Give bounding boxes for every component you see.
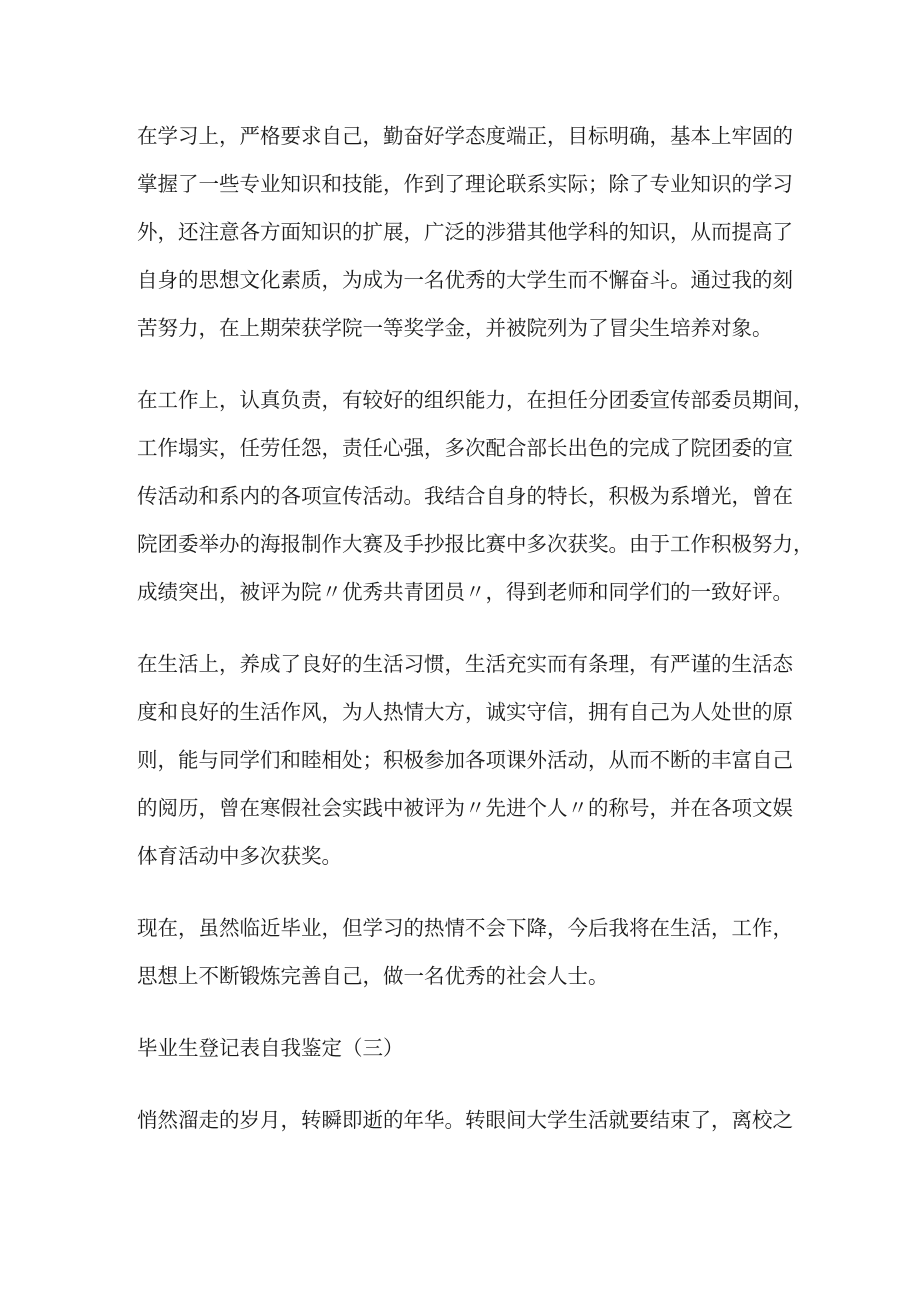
text-line: 在工作上，认真负责，有较好的组织能力，在担任分团委宣传部委员期间， — [137, 388, 814, 412]
paragraph-work — [137, 376, 814, 616]
document-body — [137, 112, 814, 1168]
text-line: 现在，虽然临近毕业，但学习的热情不会下降，今后我将在生活，工作， — [137, 916, 793, 940]
paragraph-now — [137, 904, 797, 1000]
text-line: 在生活上，养成了良好的生活习惯，生活充实而有条理，有严谨的生活态 — [137, 652, 793, 676]
text-line: 悄然溜走的岁月，转瞬即逝的年华。转眼间大学生活就要结束了，离校之 — [137, 1108, 793, 1132]
text-line: 度和良好的生活作风，为人热情大方，诚实守信，拥有自己为人处世的原 — [137, 700, 793, 724]
text-line: 则，能与同学们和睦相处；积极参加各项课外活动，从而不断的丰富自己 — [137, 748, 793, 772]
text-line: 自身的思想文化素质，为成为一名优秀的大学生而不懈奋斗。通过我的刻 — [137, 268, 793, 292]
text-line: 在学习上，严格要求自己，勤奋好学态度端正，目标明确，基本上牢固的 — [137, 124, 793, 148]
paragraph-study — [137, 112, 797, 352]
text-line: 思想上不断锻炼完善自己，做一名优秀的社会人士。 — [137, 964, 609, 988]
text-line: 苦努力，在上期荣获学院一等奖学金，并被院列为了冒尖生培养对象。 — [137, 316, 773, 340]
text-line: 掌握了一些专业知识和技能，作到了理论联系实际；除了专业知识的学习 — [137, 172, 793, 196]
text-line: 的阅历，曾在寒假社会实践中被评为〃先进个人〃的称号，并在各项文娱 — [137, 796, 793, 820]
text-line: 体育活动中多次获奖。 — [137, 844, 342, 868]
text-line: 成绩突出，被评为院〃优秀共青团员〃，得到老师和同学们的一致好评。 — [137, 580, 793, 604]
text-line: 工作塌实，任劳任怨，责任心强，多次配合部长出色的完成了院团委的宣 — [137, 436, 793, 460]
text-line: 院团委举办的海报制作大赛及手抄报比赛中多次获奖。由于工作积极努力， — [137, 532, 814, 556]
paragraph-life — [137, 640, 797, 880]
text-line: 外，还注意各方面知识的扩展，广泛的涉猎其他学科的知识，从而提高了 — [137, 220, 793, 244]
text-line: 传活动和系内的各项宣传活动。我结合自身的特长，积极为系增光，曾在 — [137, 484, 793, 508]
paragraph-final — [137, 1096, 797, 1144]
section-heading: 毕业生登记表自我鉴定（三） — [137, 1036, 404, 1060]
